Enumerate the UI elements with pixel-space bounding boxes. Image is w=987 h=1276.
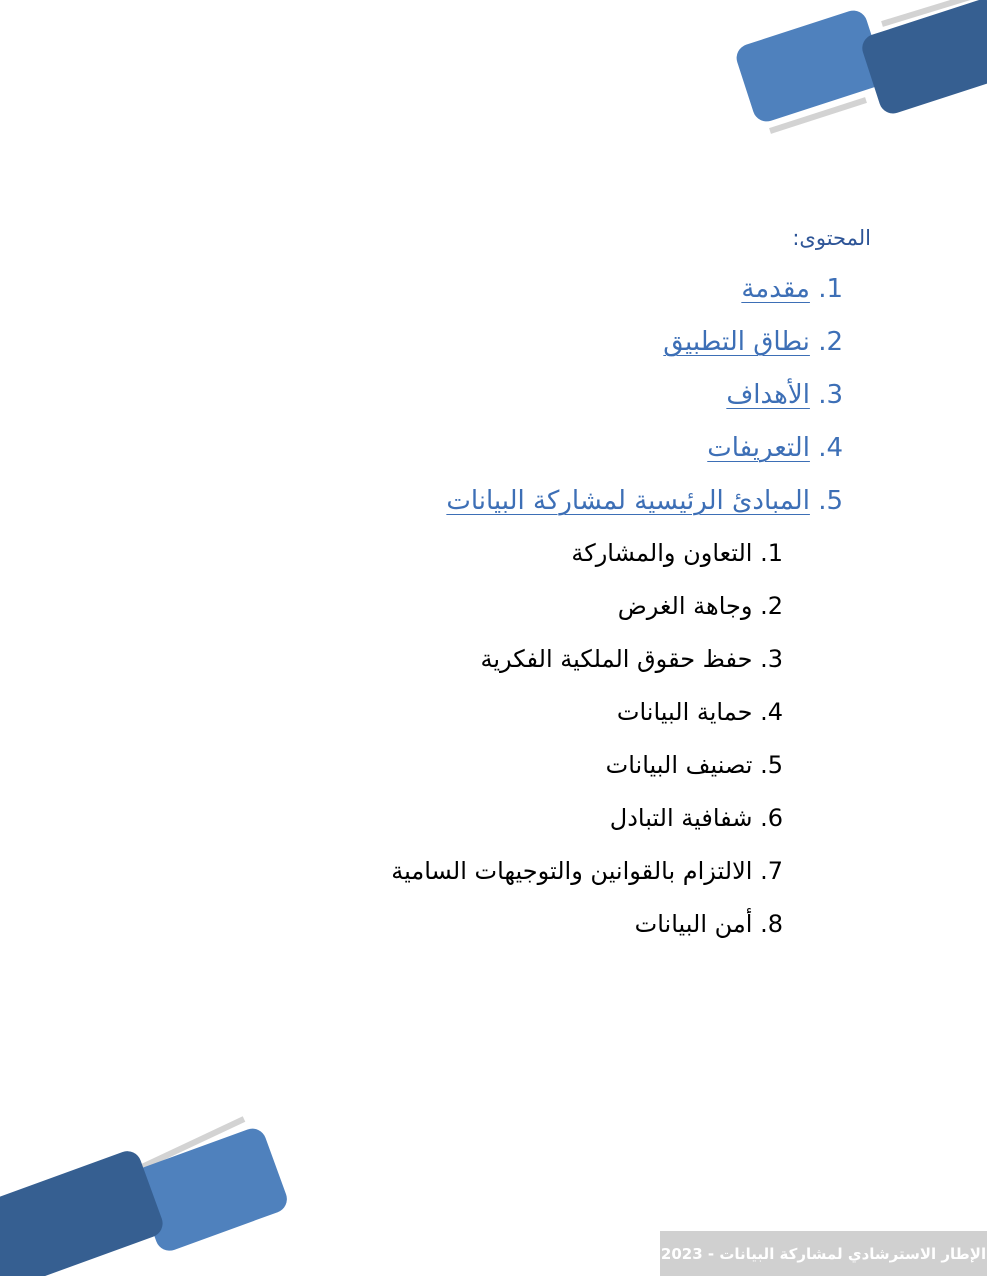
sub-item-label: الالتزام بالقوانين والتوجيهات السامية [391, 857, 753, 885]
sub-item-label: أمن البيانات [634, 910, 753, 938]
toc-link-label: المبادئ الرئيسية لمشاركة البيانات [446, 486, 810, 516]
toc-link-number: 2. [818, 327, 843, 357]
toc-link-introduction[interactable] [741, 274, 843, 304]
page-footer [660, 1231, 987, 1276]
sub-item-number: 4. [760, 698, 783, 726]
toc-link-label: الأهداف [726, 380, 810, 410]
sub-item-label: حماية البيانات [616, 698, 753, 726]
toc-link-objectives[interactable] [726, 380, 843, 410]
toc-link-number: 3. [818, 380, 843, 410]
toc-link-scope[interactable] [663, 327, 843, 357]
toc-link-number: 1. [818, 274, 843, 304]
sub-item-number: 6. [760, 804, 783, 832]
sub-item-number: 8. [760, 910, 783, 938]
sub-item-purpose [618, 592, 783, 620]
sub-item-data-classification [606, 751, 783, 779]
toc-link-definitions[interactable] [707, 433, 843, 463]
sub-item-number: 3. [760, 645, 783, 673]
sub-item-number: 7. [760, 857, 783, 885]
sub-item-number: 1. [760, 539, 783, 567]
sub-item-number: 5. [760, 751, 783, 779]
toc-link-number: 5. [818, 486, 843, 516]
sub-item-label: تصنيف البيانات [605, 751, 753, 779]
sub-item-label: التعاون والمشاركة [571, 539, 753, 567]
toc-link-number: 4. [818, 433, 843, 463]
sub-item-transparency [610, 804, 783, 832]
sub-item-compliance [391, 857, 783, 885]
bottom-deco-dark-block [0, 1147, 167, 1276]
toc-title: المحتوى: [792, 226, 871, 250]
sub-item-cooperation [571, 539, 783, 567]
toc-link-label: نطاق التطبيق [663, 327, 810, 357]
toc-link-label: التعريفات [707, 433, 810, 463]
sub-item-ip-rights [480, 645, 783, 673]
sub-item-data-protection [617, 698, 783, 726]
footer-text: الإطار الاسترشادي لمشاركة البيانات - 2023 [660, 1244, 987, 1263]
top-deco-light-block [733, 7, 887, 125]
sub-item-label: وجاهة الغرض [617, 592, 753, 620]
sub-item-data-security [635, 910, 783, 938]
toc-link-principles[interactable] [446, 486, 843, 516]
toc-link-label: مقدمة [741, 274, 810, 304]
top-deco-dark-block [859, 0, 987, 117]
sub-item-number: 2. [760, 592, 783, 620]
sub-item-label: حفظ حقوق الملكية الفكرية [480, 645, 753, 673]
sub-item-label: شفافية التبادل [609, 804, 753, 832]
